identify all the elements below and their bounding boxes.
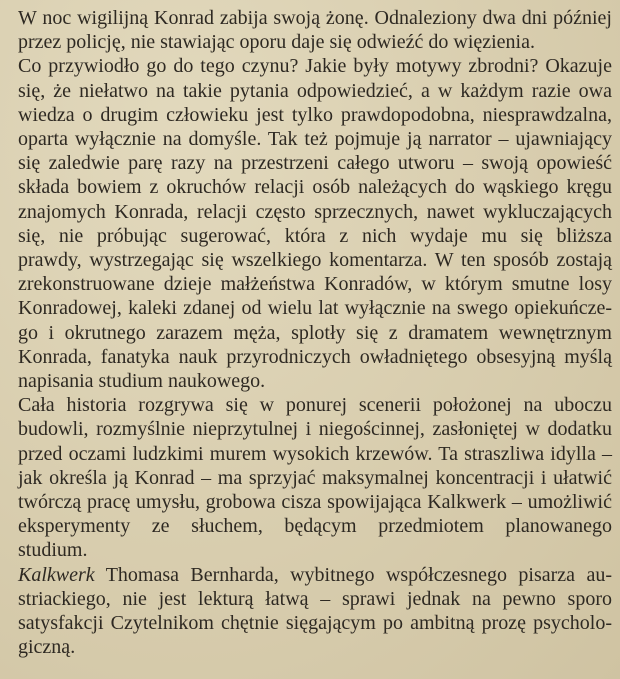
paragraph-1 — [18, 6, 612, 54]
text-line: twórczą pracę umysłu, grobowa cisza spowijająca Kalkwerk – umożliwić — [18, 491, 612, 514]
text-line: Co przywiodło go do tego czynu? Jakie były motywy zbrodni? Okazuje — [18, 55, 612, 78]
text-line: przed oczami ludzkimi murem wysokich krzewów. Ta straszliwa idylla – — [18, 442, 612, 465]
text-line: W noc wigilijną Konrad zabija swoją żonę. Odnaleziony dwa dni później — [18, 7, 612, 29]
text-line: Cała historia rozgrywa się w ponurej scenerii położonej na uboczu — [18, 394, 612, 417]
text-line: prawdy, wystrzegając się wszelkiego komentarza. W ten sposób zostają — [18, 249, 612, 272]
text-line: oparta wyłącznie na domyśle. Tak też pojmuje ją narrator – ujawniający — [18, 128, 612, 151]
text-line: eksperymenty ze słuchem, będącym przedmiotem planowanego — [18, 515, 612, 538]
text-line — [18, 563, 612, 587]
text-line: Konradowej, kaleki zdanej od wielu lat wyłącznie na swego opiekuńcze- — [18, 297, 612, 320]
paragraph-3 — [18, 393, 612, 562]
text-line: striackiego, nie jest lekturą łatwą – sprawi jednak na pewno sporo — [18, 587, 612, 610]
paragraph-4 — [18, 563, 612, 660]
text-line: studium. — [18, 539, 88, 562]
text-line: Konrada, fanatyka nauk przyrodniczych owładniętego obsesyjną myślą — [18, 345, 612, 368]
book-title-italic: Kalkwerk — [18, 563, 95, 586]
text-line: budowli, rozmyślnie nieprzytulnej i niegościnnej, zasłoniętej w dodatku — [18, 418, 612, 441]
text-line: jak określa ją Konrad – ma sprzyjać maksymalnej koncentracji i ułatwić — [18, 466, 612, 489]
text-line: składa bowiem z okruchów relacji osób należących do wąskiego kręgu — [18, 176, 612, 199]
text-line: znajomych Konrada, relacji często sprzecznych, nawet wykluczających — [18, 200, 612, 223]
text-line: się, że niełatwo na takie pytania odpowiedzieć, a w każdym razie owa — [18, 79, 612, 102]
text-line: się, nie próbując sugerować, która z nich wydaje mu się bliższa — [18, 224, 612, 247]
text-line: przez policję, nie stawiając oporu daje się odwieźć do więzienia. — [18, 31, 535, 54]
text-line: zrekonstruowane dzieje małżeństwa Konradów, w którym smutne losy — [18, 273, 612, 296]
text-line: napisania studium naukowego. — [18, 370, 266, 393]
paragraph-2 — [18, 54, 612, 393]
text-line: giczną. — [18, 636, 76, 659]
text-line: go i okrutnego zarazem męża, splotły się z dramatem wewnętrznym — [18, 321, 612, 344]
text-line-rest: Thomasa Bernharda, wybitnego współczesnego pisarza au- — [94, 563, 612, 586]
text-line: wiedza o drugim człowieku jest tylko prawdopodobna, niesprawdzalna, — [18, 103, 612, 126]
text-line: się zaledwie parę razy na przestrzeni całego utworu – swoją opowieść — [18, 152, 612, 175]
text-line: satysfakcji Czytelnikom chętnie sięgającym po ambitną prozę psycholo- — [18, 612, 612, 635]
